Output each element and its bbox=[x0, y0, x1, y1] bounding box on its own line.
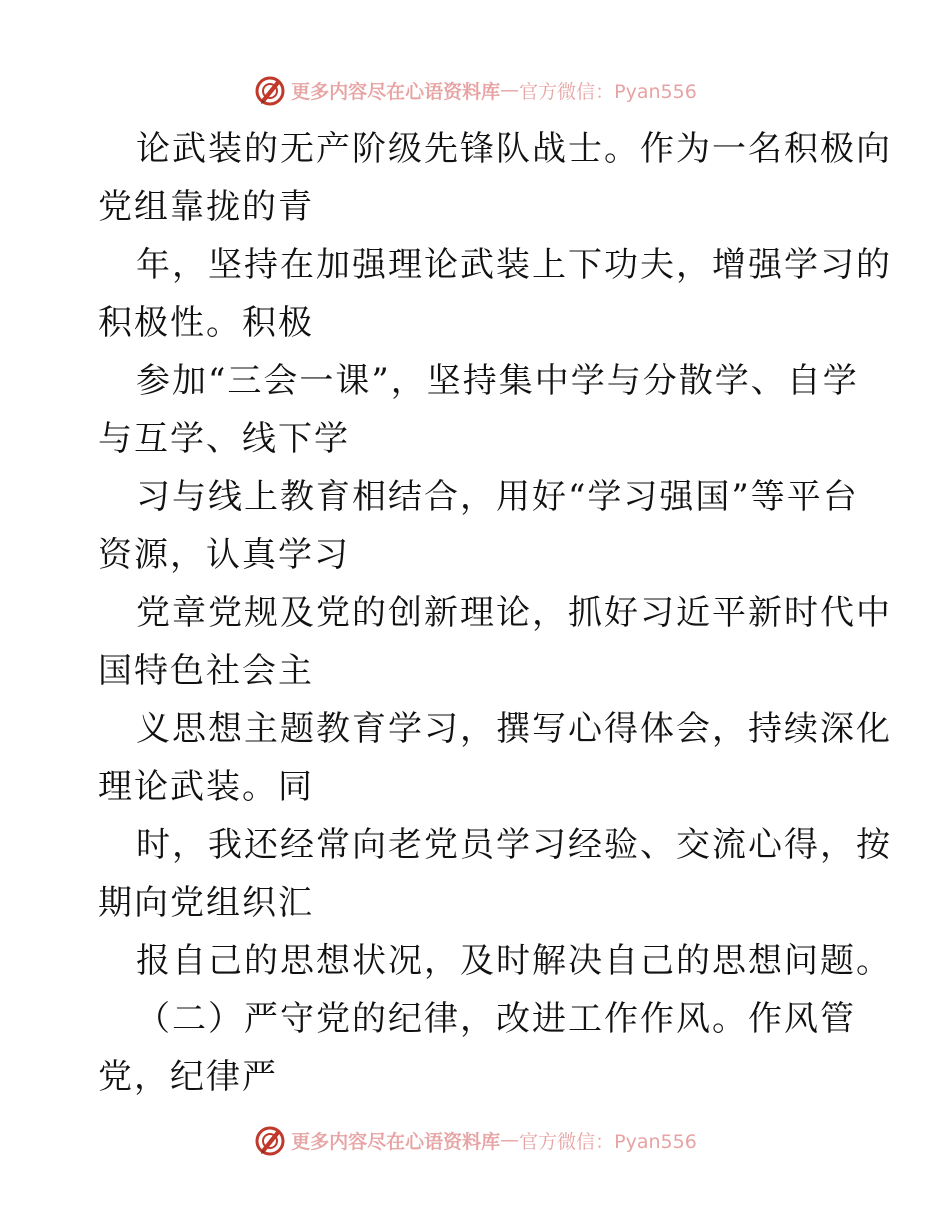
header-banner bbox=[0, 70, 950, 110]
body-line-12: 理论武装。同 bbox=[98, 767, 314, 807]
body-line-1: 论武装的无产阶级先锋队战士。作为一名积极向 bbox=[136, 129, 892, 169]
body-line-8: 资源，认真学习 bbox=[98, 535, 350, 575]
body-line-15: 报自己的思想状况，及时解决自己的思想问题。 bbox=[136, 941, 892, 981]
footer-banner bbox=[0, 1120, 950, 1160]
body-line-17: 党，纪律严 bbox=[98, 1057, 278, 1097]
body-line-14: 期向党组织汇 bbox=[98, 883, 314, 923]
body-line-11: 义思想主题教育学习，撰写心得体会，持续深化 bbox=[136, 709, 892, 749]
body-line-6: 与互学、线下学 bbox=[98, 419, 350, 459]
body-line-10: 国特色社会主 bbox=[98, 651, 314, 691]
body-line-4: 积极性。积极 bbox=[98, 303, 314, 343]
body-line-2: 党组靠拢的青 bbox=[98, 187, 314, 227]
body-line-16: （二）严守党的纪律，改进工作作风。作风管 bbox=[136, 999, 856, 1039]
body-line-3: 年，坚持在加强理论武装上下功夫，增强学习的 bbox=[136, 245, 892, 285]
header-brand-text: 更多内容尽在心语资料库 bbox=[291, 80, 501, 103]
pen-circle-logo-icon bbox=[253, 73, 287, 107]
header-contact-text: 官方微信：Pyan556 bbox=[519, 80, 697, 103]
body-line-5: 参加“三会一课”，坚持集中学与分散学、自学 bbox=[136, 361, 859, 401]
body-line-13: 时，我还经常向老党员学习经验、交流心得，按 bbox=[136, 825, 892, 865]
footer-contact-text: 官方微信：Pyan556 bbox=[519, 1130, 697, 1153]
pen-circle-logo-icon bbox=[253, 1123, 287, 1157]
body-line-7: 习与线上教育相结合，用好“学习强国”等平台 bbox=[136, 477, 859, 517]
body-line-9: 党章党规及党的创新理论，抓好习近平新时代中 bbox=[136, 593, 892, 633]
header-dash: — bbox=[500, 79, 520, 101]
footer-dash: — bbox=[500, 1129, 520, 1151]
footer-brand-text: 更多内容尽在心语资料库 bbox=[291, 1130, 501, 1153]
document-body bbox=[98, 120, 892, 1106]
